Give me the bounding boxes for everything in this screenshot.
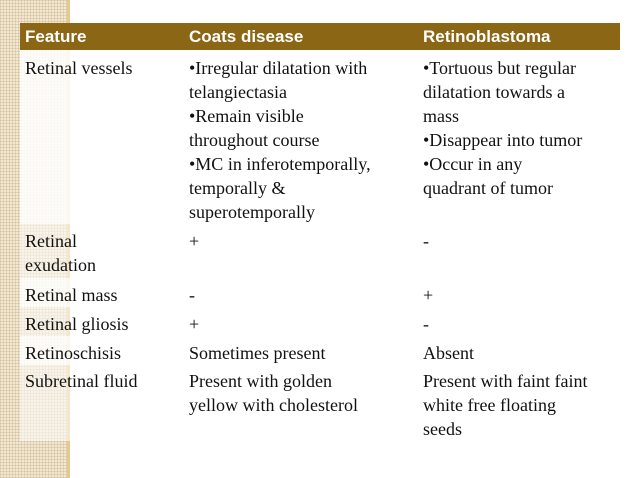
cell-line: Absent	[423, 343, 474, 363]
cell-line: dilatation towards a	[423, 82, 565, 102]
cell-line: superotemporally	[189, 202, 315, 222]
cell-line: yellow with cholesterol	[189, 395, 358, 415]
header-coats-disease: Coats disease	[184, 23, 418, 50]
cell-line: Present with golden	[189, 371, 332, 391]
table-row	[20, 278, 620, 307]
retinoblastoma-cell	[418, 365, 620, 441]
cell-line: •Irregular dilatation with	[189, 58, 368, 78]
coats-cell	[184, 336, 418, 365]
cell-line: exudation	[25, 255, 96, 275]
cell-line: -	[423, 231, 429, 251]
header-row	[20, 23, 620, 50]
cell-line: •Remain visible	[189, 106, 304, 126]
table-row	[20, 336, 620, 365]
cell-line: Present with faint faint	[423, 371, 588, 391]
comparison-table	[20, 23, 620, 441]
table-row	[20, 50, 620, 224]
feature-cell	[20, 307, 184, 336]
cell-line: +	[423, 285, 434, 305]
cell-line: mass	[423, 106, 459, 126]
feature-cell	[20, 336, 184, 365]
cell-line: white free floating	[423, 395, 556, 415]
table-row	[20, 307, 620, 336]
cell-line: Retinal vessels	[25, 58, 133, 78]
feature-cell	[20, 278, 184, 307]
feature-cell	[20, 50, 184, 224]
cell-line: Retinoschisis	[25, 343, 122, 363]
cell-line: •Tortuous but regular	[423, 58, 577, 78]
cell-line: -	[423, 314, 429, 334]
cell-line: Subretinal fluid	[25, 371, 138, 391]
retinoblastoma-cell	[418, 50, 620, 224]
cell-line: telangiectasia	[189, 82, 287, 102]
cell-line: temporally &	[189, 178, 286, 198]
cell-line: Sometimes present	[189, 343, 326, 363]
cell-line: +	[189, 231, 200, 251]
coats-cell	[184, 278, 418, 307]
cell-line: throughout course	[189, 130, 320, 150]
cell-line: •Occur in any	[423, 154, 523, 174]
cell-line: •MC in inferotemporally,	[189, 154, 371, 174]
cell-line: +	[189, 314, 200, 334]
retinoblastoma-cell	[418, 224, 620, 278]
table-row	[20, 224, 620, 278]
cell-line: quadrant of tumor	[423, 178, 553, 198]
retinoblastoma-cell	[418, 307, 620, 336]
cell-line: seeds	[423, 419, 462, 439]
feature-cell	[20, 365, 184, 441]
cell-line: Retinal	[25, 231, 77, 251]
retinoblastoma-cell	[418, 278, 620, 307]
table-row	[20, 365, 620, 441]
feature-cell	[20, 224, 184, 278]
coats-cell	[184, 50, 418, 224]
cell-line: Retinal mass	[25, 285, 118, 305]
retinoblastoma-cell	[418, 336, 620, 365]
header-retinoblastoma: Retinoblastoma	[418, 23, 620, 50]
coats-cell	[184, 224, 418, 278]
cell-line: •Disappear into tumor	[423, 130, 583, 150]
header-feature: Feature	[20, 23, 184, 50]
cell-line: Retinal gliosis	[25, 314, 129, 334]
coats-cell	[184, 365, 418, 441]
cell-line: -	[189, 285, 195, 305]
coats-cell	[184, 307, 418, 336]
